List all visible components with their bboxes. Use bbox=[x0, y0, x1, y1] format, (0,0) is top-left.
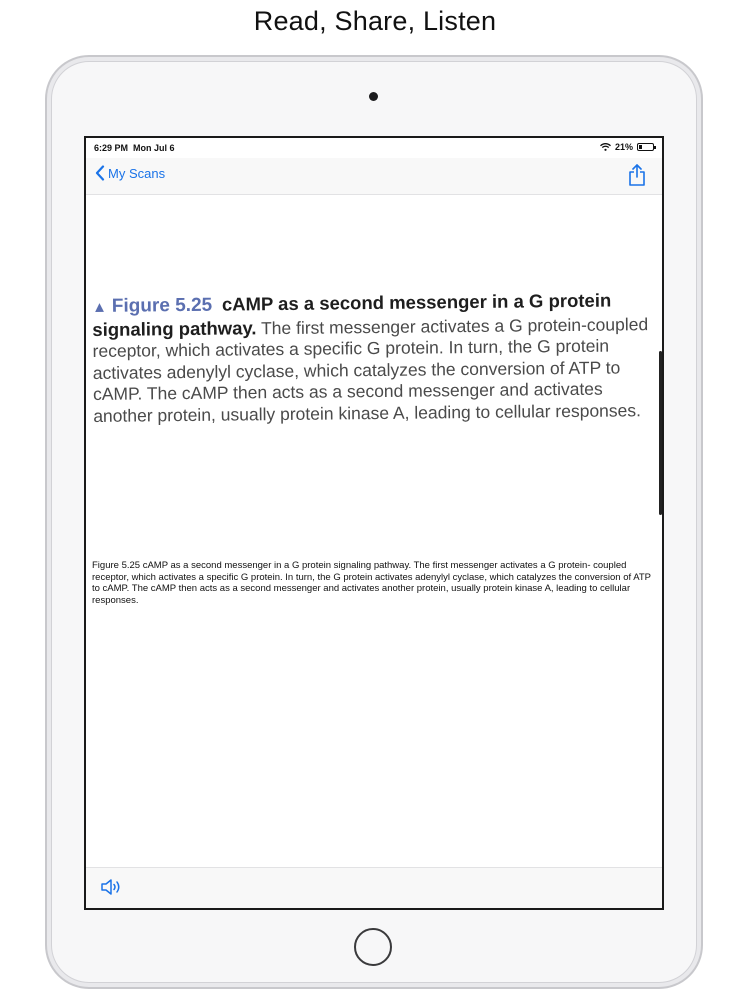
share-icon[interactable] bbox=[626, 163, 648, 187]
bottom-toolbar bbox=[86, 867, 662, 908]
figure-caption-body: The first messenger activates a G protein-coupled receptor, which activates a specific G protein. In turn, the G protein activates adenylyl cyclase, which catalyzes the conversion of ATP to cAMP. The cAMP then acts as a second messenger and activates another protein, usually protein kinase A, leading to cellular responses. bbox=[92, 313, 649, 426]
home-button[interactable] bbox=[354, 928, 392, 966]
back-label: My Scans bbox=[108, 165, 166, 181]
figure-triangle-icon: ▲ bbox=[92, 298, 108, 316]
status-date: Mon Jul 6 bbox=[133, 143, 175, 153]
chevron-left-icon bbox=[95, 165, 105, 181]
app-screen bbox=[84, 136, 664, 910]
speaker-icon[interactable] bbox=[100, 877, 124, 897]
back-button[interactable] bbox=[95, 165, 165, 181]
scan-view[interactable] bbox=[86, 195, 662, 868]
scroll-indicator[interactable] bbox=[659, 351, 662, 515]
page-headline: Read, Share, Listen bbox=[253, 6, 497, 36]
status-clock: 6:29 PM bbox=[94, 143, 129, 153]
status-time bbox=[94, 143, 175, 153]
battery-icon bbox=[637, 143, 654, 151]
wifi-icon bbox=[600, 143, 611, 151]
navigation-bar bbox=[86, 158, 662, 195]
battery-fill bbox=[639, 145, 642, 149]
figure-title: cAMP as a second messenger in a G protein signaling pathway. bbox=[92, 289, 612, 340]
figure-number: Figure 5.25 bbox=[111, 294, 213, 317]
status-indicators bbox=[600, 142, 654, 152]
status-bar bbox=[86, 138, 662, 158]
recognized-text: Figure 5.25 cAMP as a second messenger in a G protein signaling pathway. The first messenger activates a G protein- coupled receptor, which activates a specific G protein. In turn, the G protein activates adenylyl cyclase, which catalyzes the conversion of ATP to cAMP. The cAMP then acts as a second messenger and activates another protein, usually protein kinase A, leading to cellular responses. bbox=[92, 560, 651, 606]
front-camera bbox=[369, 92, 378, 101]
scanned-page-image bbox=[92, 289, 653, 427]
battery-percent: 21% bbox=[614, 142, 633, 152]
